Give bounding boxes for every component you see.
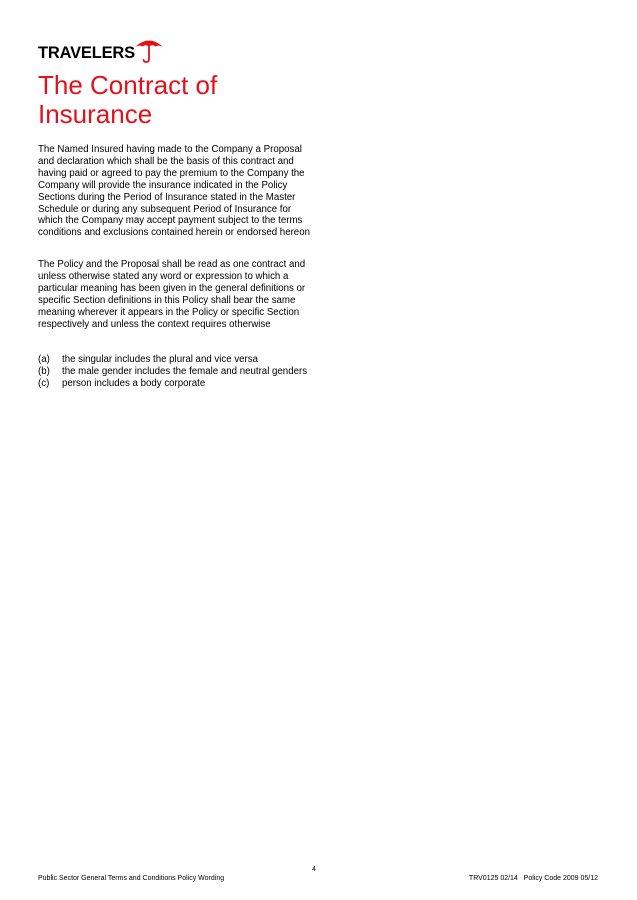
page-number: 4 [312, 866, 316, 873]
list-item-label: (a) [38, 354, 50, 365]
list-item-text: the male gender includes the female and neutral genders [62, 365, 308, 377]
travelers-logo [38, 39, 168, 65]
paragraph-contract: The Named Insured having made to the Company a Proposal and declaration which shall be the basis of this contract and having paid or agreed to pay the premium to the Company the Company will provide the insurance indicated in the Policy Sections during the Period of Insurance stated in the Master Schedule or during any subsequent Period of Insurance for which the Company may accept payment subject to the terms conditions and exclusions contained herein or endorsed hereon [38, 144, 310, 239]
list-item [38, 366, 318, 378]
definitions-list [38, 354, 318, 390]
footer-document-title: Public Sector General Terms and Conditions Policy Wording [38, 875, 225, 882]
list-item [38, 354, 318, 366]
list-item-label: (b) [38, 365, 50, 377]
list-item-text: person includes a body corporate [62, 377, 206, 389]
list-item-label: (c) [38, 377, 50, 389]
list-item-text: the singular includes the plural and vice versa [62, 354, 259, 365]
paragraph-interpretation: The Policy and the Proposal shall be read as one contract and unless otherwise stated any word or expression to which a particular meaning has been given in the general definitions or specific Section definitions in this Policy shall bear the same meaning wherever it appears in the Policy or specific Section respectively and unless the context requires otherwise [38, 259, 306, 330]
logo-wordmark: TRAVELERS [38, 44, 135, 62]
page-title: The Contract of Insurance [38, 70, 218, 129]
list-item [38, 378, 318, 390]
footer-document-code: TRV0125 02/14 Policy Code 2009 05/12 [468, 875, 598, 882]
umbrella-icon [133, 38, 165, 64]
